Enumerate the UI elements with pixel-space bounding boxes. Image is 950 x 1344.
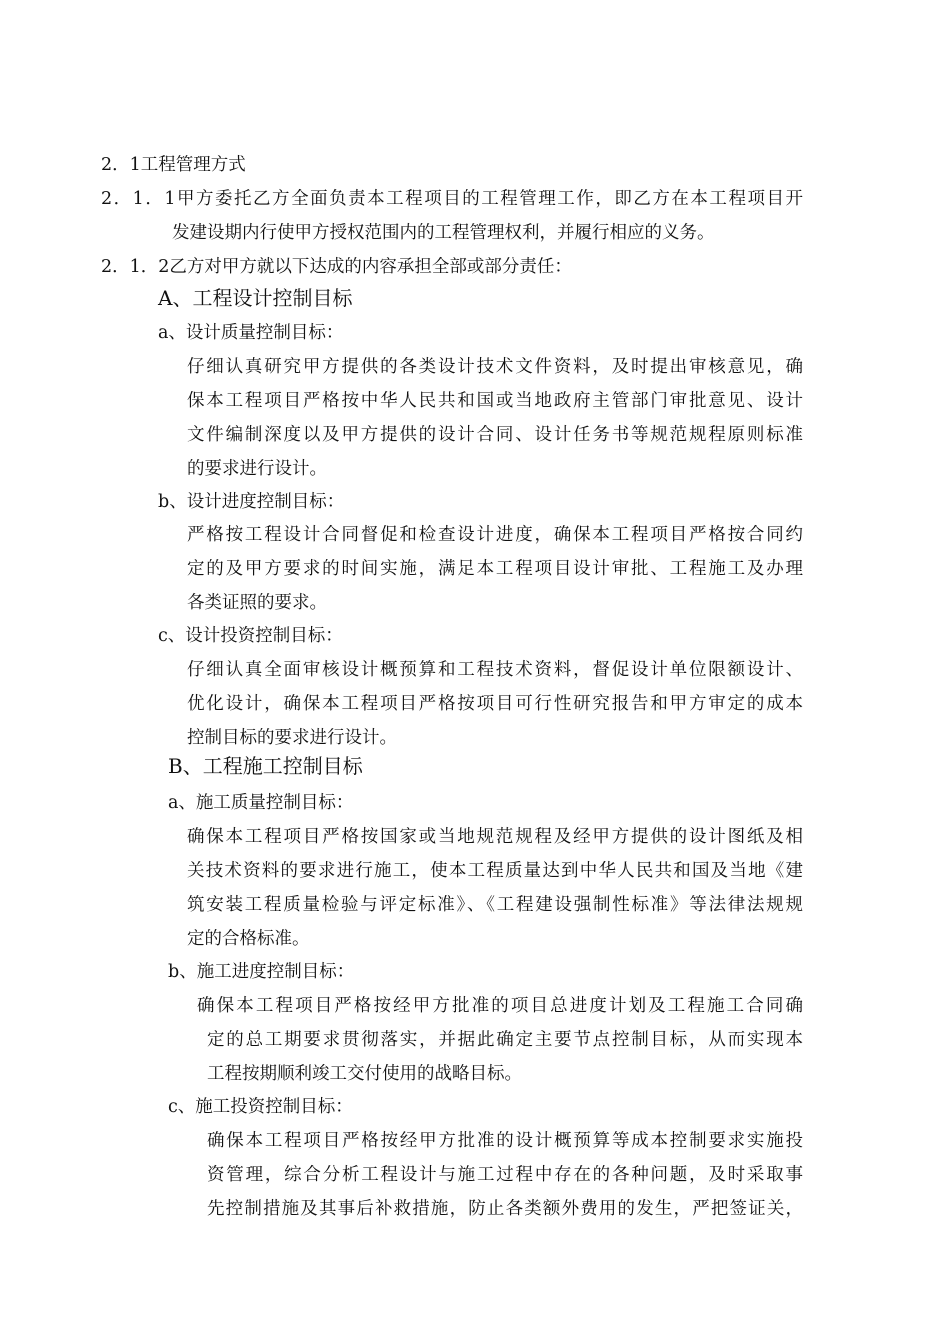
construction-quality-line-4: 定的合格标准。 bbox=[187, 929, 310, 949]
construction-schedule-line-2: 定的总工期要求贯彻落实，并据此确定主要节点控制目标，从而实现本 bbox=[207, 1030, 803, 1050]
design-schedule-line-3: 各类证照的要求。 bbox=[187, 593, 327, 613]
construction-quality-line-1: 确保本工程项目严格按国家或当地规范规程及经甲方提供的设计图纸及相 bbox=[187, 827, 803, 847]
section-heading-2-1: 2．1工程管理方式 bbox=[101, 155, 246, 175]
heading-a-design-control: A、工程设计控制目标 bbox=[158, 286, 353, 310]
construction-investment-line-1: 确保本工程项目严格按经甲方批准的设计概预算等成本控制要求实施投 bbox=[207, 1131, 803, 1151]
paragraph-2-1-1-line-2: 发建设期内行使甲方授权范围内的工程管理权利，并履行相应的义务。 bbox=[172, 223, 715, 243]
label-construction-schedule: b、施工进度控制目标： bbox=[168, 962, 355, 982]
design-schedule-line-1: 严格按工程设计合同督促和检查设计进度，确保本工程项目严格按合同约 bbox=[187, 525, 803, 545]
label-construction-quality: a、施工质量控制目标： bbox=[168, 793, 354, 813]
construction-quality-line-3: 筑安装工程质量检验与评定标准》、《工程建设强制性标准》等法律法规规 bbox=[187, 895, 803, 915]
construction-schedule-line-1: 确保本工程项目严格按经甲方批准的项目总进度计划及工程施工合同确 bbox=[197, 996, 803, 1016]
paragraph-2-1-2: 2．1．2乙方对甲方就以下达成的内容承担全部或部分责任： bbox=[101, 257, 572, 277]
construction-quality-line-2: 关技术资料的要求进行施工，使本工程质量达到中华人民共和国及当地《建 bbox=[187, 861, 803, 881]
design-schedule-line-2: 定的及甲方要求的时间实施，满足本工程项目设计审批、工程施工及办理 bbox=[187, 559, 803, 579]
construction-schedule-line-3: 工程按期顺利竣工交付使用的战略目标。 bbox=[207, 1064, 522, 1084]
design-investment-line-1: 仔细认真全面审核设计概预算和工程技术资料，督促设计单位限额设计、 bbox=[187, 660, 803, 680]
heading-b-construction-control: B、工程施工控制目标 bbox=[168, 754, 363, 778]
design-investment-line-2: 优化设计，确保本工程项目严格按项目可行性研究报告和甲方审定的成本 bbox=[187, 694, 803, 714]
label-design-schedule: b、设计进度控制目标： bbox=[158, 492, 345, 512]
construction-investment-line-3: 先控制措施及其事后补救措施，防止各类额外费用的发生，严把签证关， bbox=[207, 1199, 803, 1219]
label-design-investment: c、设计投资控制目标： bbox=[158, 626, 343, 646]
label-design-quality: a、设计质量控制目标： bbox=[158, 323, 344, 343]
design-quality-line-1: 仔细认真研究甲方提供的各类设计技术文件资料，及时提出审核意见，确 bbox=[187, 357, 803, 377]
paragraph-2-1-1-line-1: 2．1．1甲方委托乙方全面负责本工程项目的工程管理工作，即乙方在本工程项目开 bbox=[101, 189, 803, 209]
design-quality-line-2: 保本工程项目严格按中华人民共和国或当地政府主管部门审批意见、设计 bbox=[187, 391, 803, 411]
design-quality-line-4: 的要求进行设计。 bbox=[187, 459, 327, 479]
construction-investment-line-2: 资管理，综合分析工程设计与施工过程中存在的各种问题，及时采取事 bbox=[207, 1165, 803, 1185]
design-investment-line-3: 控制目标的要求进行设计。 bbox=[187, 728, 397, 748]
design-quality-line-3: 文件编制深度以及甲方提供的设计合同、设计任务书等规范规程原则标准 bbox=[187, 425, 803, 445]
label-construction-investment: c、施工投资控制目标： bbox=[168, 1097, 353, 1117]
